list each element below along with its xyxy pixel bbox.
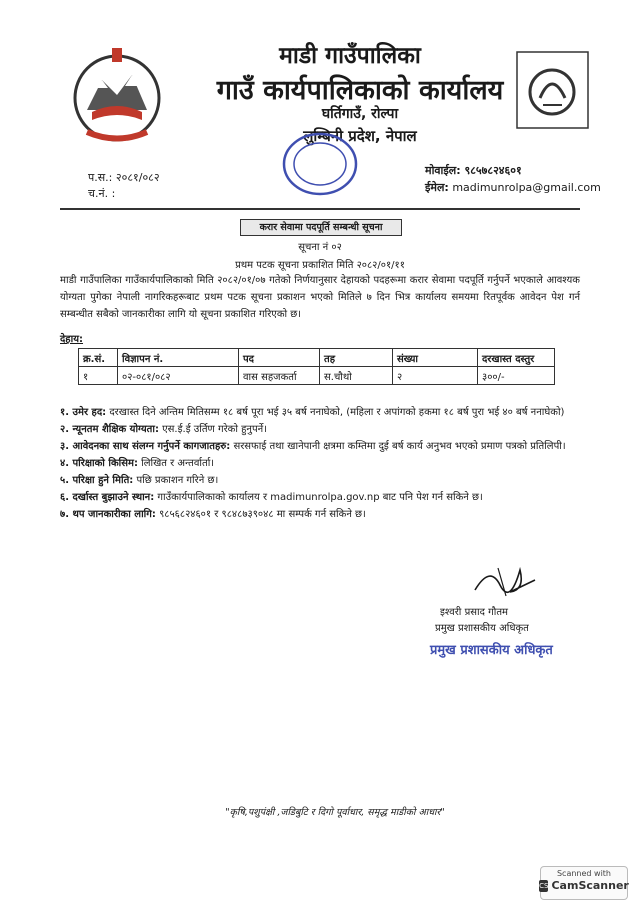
office-stamp-icon: [280, 130, 360, 198]
table-header-cell: संख्या: [393, 349, 478, 367]
requirement-item: [60, 489, 580, 506]
requirement-label: ६. दर्खास्त बुझाउने स्थान:: [60, 492, 155, 503]
publish-date: प्रथम पटक सूचना प्रकाशित मिति २०८२/०१/११: [235, 260, 405, 271]
requirement-item: [60, 421, 580, 438]
requirement-text: सरसफाई तथा खानेपानी क्षत्रमा कम्तिमा दुई बर्ष कार्य अनुभव भएको प्रमाण पत्रको प्रतिलिपी।: [230, 441, 566, 452]
requirement-item: [60, 472, 580, 489]
requirement-text: गाउँकार्यपालिकाको कार्यालय र madimunrolpa.gov.np बाट पनि पेश गर्न सकिने छ।: [154, 492, 483, 503]
scanner-line2: CamScanner: [551, 879, 629, 892]
requirement-label: ३. आवेदनका साथ संलग्न गर्नुपर्ने कागजातहरु:: [60, 441, 231, 452]
reference-number: प.स.: २०८१/०८२: [88, 171, 160, 184]
requirement-text: दरखास्त दिने अन्तिम मितिसम्म १८ बर्ष पूरा भई ३५ बर्ष ननाघेको, (महिला र अपांगको हकमा १८ बर्ष पुरा भई ४० बर्ष ननाघेको): [106, 407, 565, 418]
header-divider: [60, 208, 580, 210]
table-cell: १: [79, 367, 118, 385]
office-name: गाउँ कार्यपालिकाको कार्यालय: [216, 75, 504, 106]
dehay-label: देहाय:: [60, 334, 84, 345]
camscanner-badge: [540, 866, 628, 900]
signatory-name: इश्वरी प्रसाद गौतम: [440, 607, 509, 618]
requirement-label: १. उमेर हद:: [60, 407, 107, 418]
requirement-text: एस.ई.ई उर्तिण गरेको हुनुपर्ने।: [158, 424, 268, 435]
requirement-label: २. न्यूनतम शैक्षिक योग्यता:: [60, 424, 159, 435]
requirement-label: ४. परिक्षाको किसिम:: [60, 458, 138, 469]
requirement-item: [60, 404, 580, 421]
scanner-brand: [541, 879, 627, 892]
requirement-label: ५. परिक्षा हुने मिति:: [60, 475, 134, 486]
designation-stamp: प्रमुख प्रशासकीय अधिकृत: [430, 643, 553, 658]
requirement-label: ७. थप जानकारीका लागि:: [60, 509, 156, 520]
office-province: लुम्बिनी प्रदेश, नेपाल: [303, 127, 417, 145]
table-header-cell: विज्ञापन नं.: [118, 349, 239, 367]
scanner-line1: Scanned with: [556, 869, 612, 878]
camscanner-icon: CS: [539, 881, 549, 890]
table-cell: ३००/-: [478, 367, 555, 385]
requirement-text: लिखित र अन्तर्वार्ता।: [137, 458, 215, 469]
table-header-cell: तह: [320, 349, 393, 367]
table-header-cell: दरखास्त दस्तुर: [478, 349, 555, 367]
table-header-cell: पद: [239, 349, 320, 367]
office-place: घर्तिगाउँ, रोल्पा: [321, 106, 399, 122]
requirement-text: ९८५६८२४६०१ र ९८४८७३९०४८ मा सम्पर्क गर्न सकिने छ।: [155, 509, 366, 520]
email-label: ईमेल:: [425, 181, 449, 194]
table-header-row: [79, 349, 555, 367]
org-name: माडी गाउँपालिका: [279, 43, 421, 69]
notice-number: सूचना नं ०२: [298, 242, 342, 253]
table-row: [79, 367, 555, 385]
phone-number: मोवाईल: ९८५७८२४६०१: [425, 164, 522, 177]
table-cell: ०२-०८१/०८२: [118, 367, 239, 385]
position-table: [78, 348, 555, 385]
footer-slogan: "कृषि,पशुपंक्षी ,जडिबुटि र दिगो पूर्वाधार, समृद्ध माडीको आधार": [225, 807, 445, 818]
table-cell: २: [393, 367, 478, 385]
signatory-title: प्रमुख प्रशासकीय अधिकृत: [435, 623, 529, 634]
signature-icon: [470, 560, 540, 600]
requirement-item: [60, 438, 580, 455]
dispatch-number: च.नं. :: [88, 187, 116, 200]
email-address: madimunrolpa@gmail.com: [452, 181, 601, 194]
nepal-emblem-icon: [62, 40, 172, 150]
requirement-item: [60, 506, 580, 523]
requirement-text: पछि प्रकाशन गरिने छ।: [133, 475, 219, 486]
requirement-item: [60, 455, 580, 472]
notice-paragraph: माडी गाउँपालिका गाउँकार्यपालिकाको मिति २०८२/०१/०७ गतेको निर्णयानुसार देहायको पदहरूमा करार सेवामा पदपूर्ति गर्नुपर्ने भएकाले आवश्यक योग्यता पुगेका नेपाली नागरिकहरूबाट प्रथम पटक सूचना प्रकाशन भएको मितिले ७ दिन भित्र कार्यालय समयमा रितपूर्वक आवेदन पेश गर्न सम्बन्धीत सबैको जानकारीका लागि यो सूचना प्रकाशित गरिएको छ।: [60, 275, 580, 320]
table-header-cell: क्र.सं.: [79, 349, 118, 367]
table-cell: स.चौथो: [320, 367, 393, 385]
requirements-list: [60, 404, 580, 523]
email-line: [425, 180, 601, 195]
notice-title: करार सेवामा पदपूर्ति सम्बन्धी सूचना: [240, 219, 402, 236]
table-cell: वास सहजकर्ता: [239, 367, 320, 385]
